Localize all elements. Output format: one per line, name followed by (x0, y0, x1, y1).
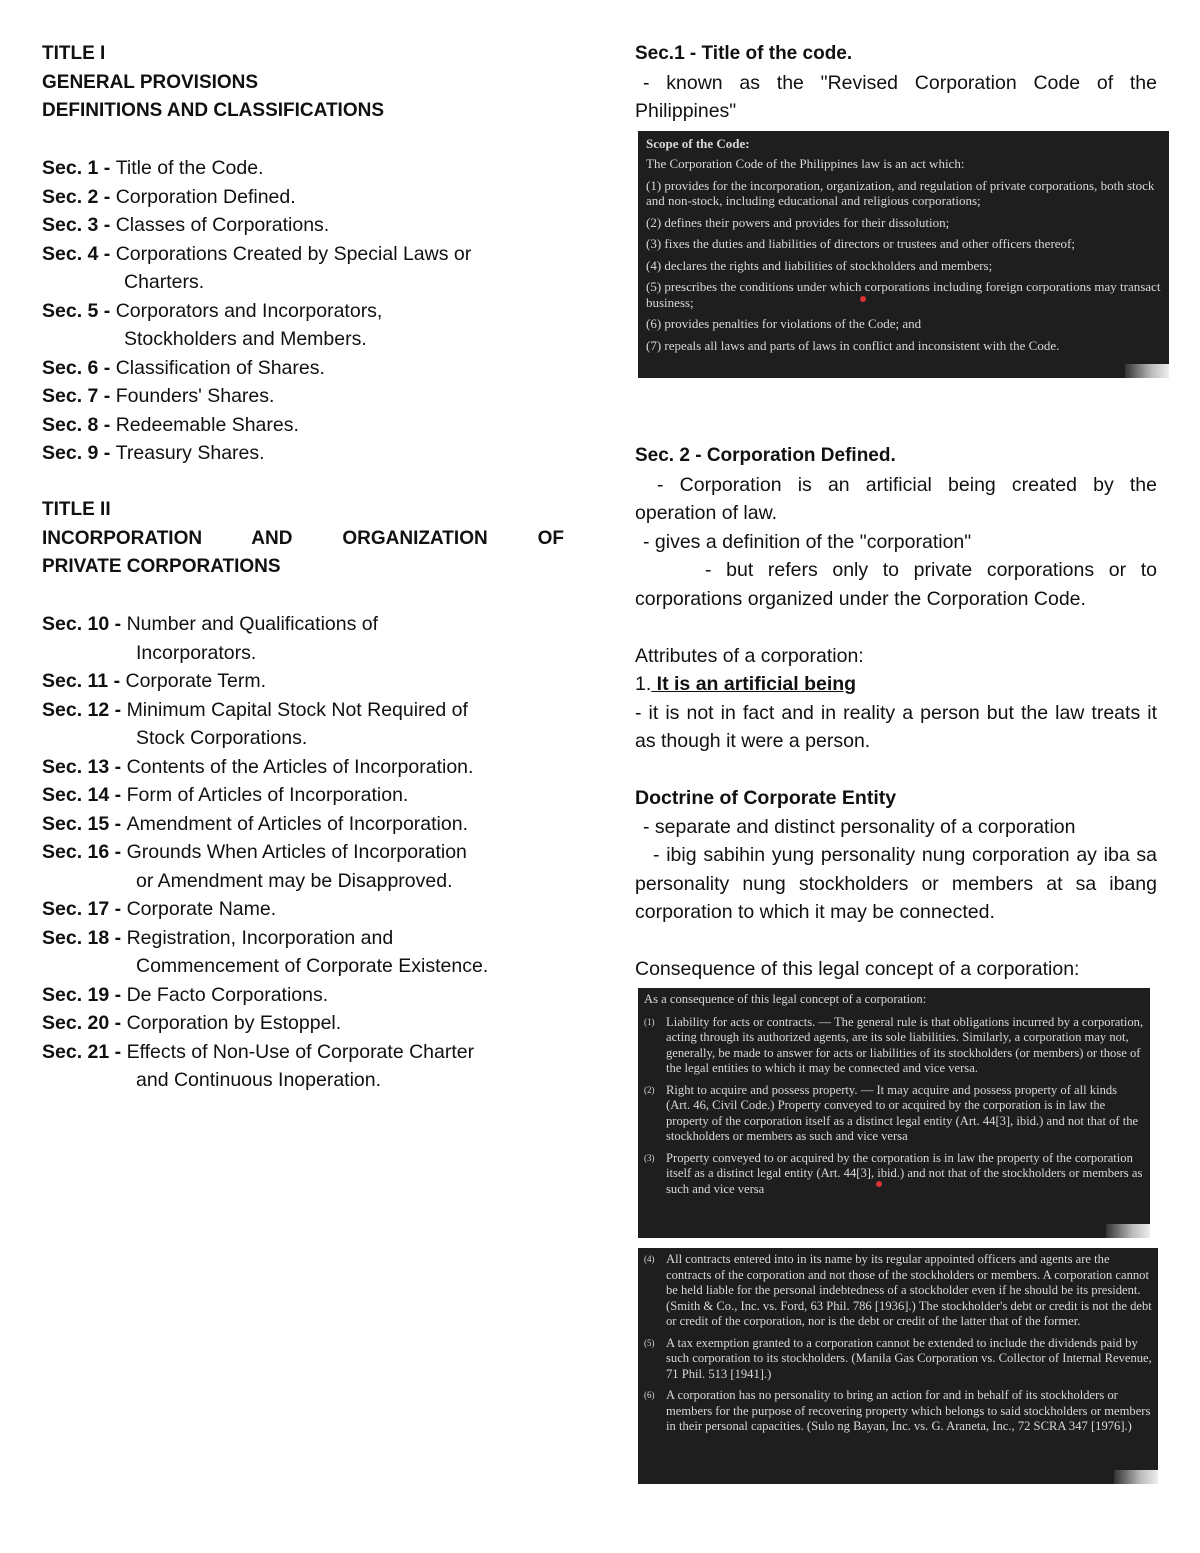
title-2-subheading: PRIVATE CORPORATIONS (42, 556, 281, 577)
attribute-1-text: - it is not in fact and in reality a person but the law treats it as though it were a person. (635, 701, 1157, 752)
scope-item: (7) repeals all laws and parts of laws in conflict and inconsistent with the Code. (646, 337, 1060, 353)
consequence-item (644, 1083, 1144, 1145)
section-number: Sec. 4 - (42, 242, 116, 265)
title-2-heading: INCORPORATION AND ORGANIZATION OF (42, 527, 564, 549)
red-dot-marker (876, 1181, 882, 1187)
section-entry (42, 895, 564, 924)
scope-item: (3) fixes the duties and liabilities of directors or trustees and other officers thereof; (646, 236, 1075, 251)
section-entry (42, 439, 564, 468)
consequence-item-text: Liability for acts or contracts. — The general rule is that obligations incurred by a corporation, acting through its authorized agents, are its sole liabilities. Similarly, a corporation may not, generally, be made to answer for acts or liabilities of its stockholders (or members) or those of the legal entities to which it may be connected and vice versa. (666, 1014, 1144, 1075)
section-entry (42, 411, 564, 440)
title-2-section-list (42, 610, 564, 1095)
section-title: Title of the Code. (115, 157, 264, 179)
consequence-item-number: (5) (644, 1337, 655, 1348)
section-title: Grounds When Articles of Incorporation (126, 841, 467, 863)
consequence-item-text: All contracts entered into in its name by its regular appointed officers and agents are the contracts of the corporation and not those of the stockholders or members. A corporation cannot be held liable for the personal indebtedness of a stockholder even if he should be its president. (Smith & Co., Inc. vs. Ford, 63 Phil. 786 [1936].) The stockholder's debt or credit is not the debt or credit of the corporation, nor is the debt or credit of the latter that of the former. (666, 1252, 1152, 1328)
consequence-item-number: (6) (644, 1390, 655, 1400)
section-title: Form of Articles of Incorporation. (126, 784, 409, 806)
doctrine-heading: Doctrine of Corporate Entity (635, 787, 897, 809)
title-1-subheading: DEFINITIONS AND CLASSIFICATIONS (42, 100, 384, 121)
right-column (635, 40, 1157, 126)
consequence-item-text: Right to acquire and possess property. — It may acquire and possess property of all kinds (Art. 46, Civil Code.) Property conveyed to or acquired by the corporation is in law the property of the corporation itself as a distinct legal entity (Art. 44[3], ibid.) and not that of the stockholders or members as such and vice versa (666, 1082, 1139, 1143)
section-title: Corporate Term. (125, 670, 267, 692)
consequence-item-text: Property conveyed to or acquired by the corporation is in law the property of the corporation itself as a distinct legal entity (Art. 44[3], ibid.) and not that of the stockholders or members as such and vice versa (666, 1150, 1143, 1196)
section-number: Sec. 2 - (42, 185, 116, 208)
consequence-item-text: A corporation has no personality to bring an action for and in behalf of its stockholders or members for the purpose of recovering property which belongs to said stockholders or members in their personal capacities. (Sulo ng Bayan, Inc. vs. G. Araneta, Inc., 72 SCRA 347 [1976].) (666, 1388, 1151, 1433)
section-number: Sec. 15 - (42, 812, 127, 835)
attributes-label: Attributes of a corporation: (635, 644, 864, 667)
consequence-item (644, 1015, 1144, 1077)
section-entry (42, 154, 564, 183)
consequence-image-2 (638, 1248, 1158, 1484)
section-entry (42, 610, 564, 639)
section-entry (42, 781, 564, 810)
consequence-item (644, 1336, 1152, 1383)
section-number: Sec. 9 - (42, 442, 116, 464)
section-number: Sec. 16 - (42, 841, 127, 863)
section-title: De Facto Corporations. (126, 983, 329, 1006)
section-title: Corporations Created by Special Laws or (115, 242, 472, 265)
section-title-continued: Stockholders and Members. (124, 328, 367, 350)
scope-item: (6) provides penalties for violations of the Code; and (646, 316, 922, 331)
section-entry (42, 810, 564, 839)
consequence-item-number: (4) (644, 1254, 655, 1264)
section-title: Founders' Shares. (115, 385, 275, 407)
section-title: Treasury Shares. (115, 442, 265, 464)
section-title-continued: Incorporators. (136, 641, 257, 664)
section-title-continued: Commencement of Corporate Existence. (136, 955, 489, 977)
section-entry (42, 753, 564, 782)
title-2-label: TITLE II (42, 499, 111, 520)
section-number: Sec. 7 - (42, 385, 116, 407)
image-corner-artifact (1114, 1470, 1158, 1484)
attribute-1-title: It is an artificial being (651, 673, 857, 695)
section-title: Minimum Capital Stock Not Required of (126, 698, 468, 721)
attribute-1-number: 1. (635, 673, 652, 695)
section-entry (42, 924, 564, 953)
section-entry (42, 1038, 564, 1067)
consequence-item-number: (2) (644, 1084, 655, 1095)
consequence-item (644, 1151, 1144, 1198)
section-title: Number and Qualifications of (126, 613, 379, 635)
doctrine-paragraph-2: - ibig sabihin yung personality nung corporation ay iba sa personality nung stockholders or members at sa ibang corporation to which it may be connected. (635, 844, 1157, 923)
section-number: Sec. 14 - (42, 784, 127, 806)
sec2-paragraph-2: - gives a definition of the "corporation" (643, 530, 972, 553)
red-dot-marker (860, 296, 866, 302)
section-number: Sec. 8 - (42, 413, 116, 436)
scope-of-code-image (638, 131, 1169, 378)
section-number: Sec. 21 - (42, 1040, 127, 1063)
section-entry (42, 183, 564, 212)
consequence-image-title: As a consequence of this legal concept of a corporation: (644, 992, 927, 1006)
scope-image-intro: The Corporation Code of the Philippines law is an act which: (646, 156, 965, 171)
section-title: Classification of Shares. (115, 356, 325, 379)
section-entry (42, 382, 564, 411)
section-entry (42, 667, 564, 696)
left-column (42, 40, 564, 1095)
section-number: Sec. 1 - (42, 157, 116, 179)
section-number: Sec. 20 - (42, 1012, 127, 1034)
section-number: Sec. 17 - (42, 898, 127, 920)
section-number: Sec. 11 - (42, 670, 126, 692)
section-number: Sec. 13 - (42, 755, 127, 778)
section-title: Effects of Non-Use of Corporate Charter (126, 1040, 475, 1063)
section-number: Sec. 12 - (42, 698, 127, 721)
title-1-heading: GENERAL PROVISIONS (42, 71, 259, 93)
section-entry (42, 838, 564, 867)
section-number: Sec. 5 - (42, 299, 116, 322)
section-entry (42, 297, 564, 326)
section-title: Registration, Incorporation and (126, 926, 394, 949)
consequence-item (644, 1388, 1152, 1435)
scope-item: (4) declares the rights and liabilities of stockholders and members; (646, 257, 993, 273)
sec1-text: - known as the "Revised Corporation Code of the Philippines" (635, 71, 1157, 122)
sec2-paragraph-1: - Corporation is an artificial being created by the operation of law. (635, 473, 1157, 524)
title-1-label: TITLE I (42, 43, 106, 64)
sec2-paragraph-3: - but refers only to private corporations or to corporations organized under the Corporation Code. (635, 559, 1157, 610)
section-number: Sec. 19 - (42, 983, 127, 1006)
image-corner-artifact (1125, 364, 1169, 378)
consequence-item-number: (3) (644, 1152, 655, 1163)
section-title-continued: Stock Corporations. (136, 727, 308, 749)
section-title-continued: Charters. (124, 271, 205, 293)
section-entry (42, 1009, 564, 1038)
attribute-1-title-line (635, 670, 1157, 699)
scope-item: (2) defines their powers and provides for their dissolution; (646, 214, 950, 230)
section-title: Corporation by Estoppel. (126, 1012, 342, 1034)
section-title: Corporators and Incorporators, (115, 299, 383, 322)
section-title: Redeemable Shares. (115, 413, 299, 436)
section-entry (42, 240, 564, 269)
section-title: Contents of the Articles of Incorporation. (126, 755, 474, 778)
section-title: Corporate Name. (126, 898, 277, 920)
sec2-heading: Sec. 2 - Corporation Defined. (635, 445, 896, 466)
consequence-label: Consequence of this legal concept of a corporation: (635, 958, 1080, 980)
section-title: Corporation Defined. (115, 185, 296, 208)
sec1-heading: Sec.1 - Title of the code. (635, 43, 853, 64)
section-entry (42, 696, 564, 725)
section-entry (42, 211, 564, 240)
image-corner-artifact (1106, 1224, 1150, 1238)
consequence-image-1 (638, 988, 1150, 1238)
section-title: Classes of Corporations. (115, 214, 330, 236)
consequence-item (644, 1252, 1152, 1330)
section-entry (42, 981, 564, 1010)
section-title-continued: and Continuous Inoperation. (136, 1069, 382, 1091)
scope-image-title: Scope of the Code: (646, 136, 750, 151)
consequence-item-number: (1) (644, 1016, 655, 1027)
section-number: Sec. 6 - (42, 356, 116, 379)
section-title-continued: or Amendment may be Disapproved. (136, 869, 453, 892)
section-number: Sec. 18 - (42, 926, 127, 949)
section-number: Sec. 3 - (42, 214, 116, 236)
doctrine-paragraph-1: - separate and distinct personality of a corporation (643, 815, 1076, 838)
section-title: Amendment of Articles of Incorporation. (126, 812, 468, 835)
scope-item: (1) provides for the incorporation, organization, and regulation of private corporations, both stock and non-stock, including educational and religious corporations; (646, 177, 1155, 208)
title-1-section-list (42, 154, 564, 468)
right-column-lower (635, 442, 1157, 984)
section-entry (42, 354, 564, 383)
consequence-item-text: A tax exemption granted to a corporation cannot be extended to include the dividends paid by such corporation to its stockholders. (Manila Gas Corporation vs. Collector of Internal Revenue, 71 Phil. 513 [1941].) (666, 1335, 1152, 1381)
section-number: Sec. 10 - (42, 613, 127, 635)
scope-item: (5) prescribes the conditions under which corporations including foreign corporations may transact business; (646, 279, 1161, 310)
